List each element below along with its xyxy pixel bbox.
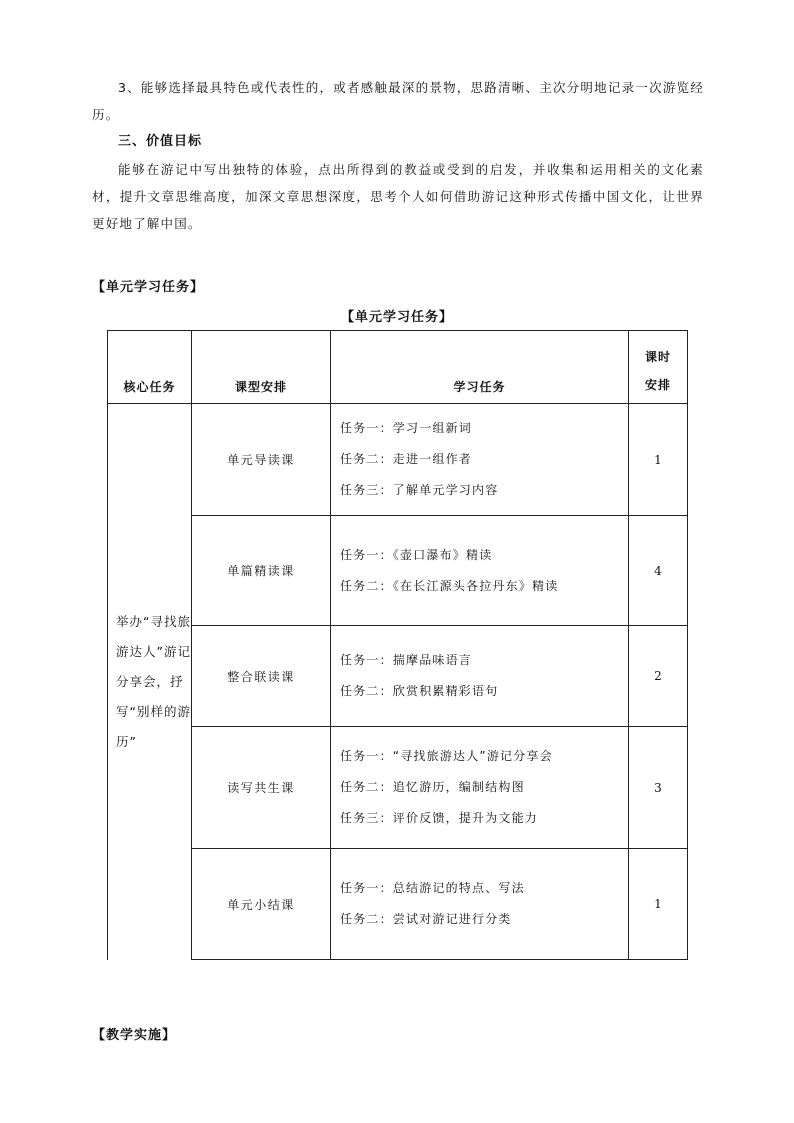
unit-tasks-table (107, 330, 688, 960)
course-type-cell: 单元小结课 (192, 849, 331, 960)
header-hours-line1: 课时 (644, 350, 671, 364)
task-item: 任务二：欣赏积累精彩语句 (340, 684, 499, 698)
hours-cell: 1 (629, 404, 688, 516)
teaching-implementation-heading: 【教学实施】 (92, 1028, 177, 1043)
hours-cell: 3 (629, 727, 688, 849)
task-item: 任务一：“寻找旅游达人”游记分享会 (340, 749, 553, 763)
table-row (108, 626, 688, 727)
task-list-cell (331, 727, 629, 849)
course-type-cell: 单元导读课 (192, 404, 331, 516)
task-item: 任务二：《在长江源头各拉丹东》精读 (340, 578, 559, 593)
table-caption: 【单元学习任务】 (340, 310, 453, 325)
task-item: 任务二：追忆游历，编制结构图 (340, 780, 525, 794)
core-task-cell: 举办“寻找旅游达人”游记分享会，抒写“别样的游历” (108, 404, 192, 960)
task-list-cell (331, 516, 629, 626)
header-course-type: 课型安排 (192, 331, 331, 404)
task-item: 任务一：学习一组新词 (340, 421, 473, 435)
task-item: 任务二：尝试对游记进行分类 (340, 912, 512, 926)
task-list-cell (331, 849, 629, 960)
course-type-cell: 整合联读课 (192, 626, 331, 727)
section-title-value-goal: 三、价值目标 (118, 134, 203, 149)
value-goal-paragraph: 能够在游记中写出独特的体验，点出所得到的教益或受到的启发，并收集和运用相关的文化素材，提升文章思维高度，加深文章思想深度，思考个人如何借助游记这种形式传播中国文化，让世界更好地了解中国。 (92, 162, 704, 231)
task-item: 任务一：总结游记的特点、写法 (340, 881, 525, 895)
task-list-cell (331, 404, 629, 516)
table-row (108, 404, 688, 516)
hours-cell: 2 (629, 626, 688, 727)
task-item: 任务三：了解单元学习内容 (340, 483, 499, 497)
task-item: 任务二：走进一组作者 (340, 452, 473, 466)
hours-cell: 4 (629, 516, 688, 626)
table-row (108, 849, 688, 960)
task-item: 任务三：评价反馈，提升为文能力 (340, 811, 539, 825)
header-learning-tasks: 学习任务 (331, 331, 629, 404)
unit-tasks-heading: 【单元学习任务】 (92, 280, 205, 295)
header-core-task: 核心任务 (108, 331, 192, 404)
task-item: 任务一：《壶口瀑布》精读 (340, 547, 493, 562)
table-row (108, 516, 688, 626)
header-hours-line2: 安排 (644, 378, 671, 392)
task-item: 任务一：揣摩品味语言 (340, 653, 473, 667)
task-list-cell (331, 626, 629, 727)
hours-cell: 1 (629, 849, 688, 960)
course-type-cell: 单篇精读课 (192, 516, 331, 626)
header-class-hours (629, 331, 688, 404)
goal-point-3: 3、能够选择最具特色或代表性的，或者感触最深的景物，思路清晰、主次分明地记录一次游览经历。 (92, 80, 704, 122)
table-row (108, 727, 688, 849)
course-type-cell: 读写共生课 (192, 727, 331, 849)
table-header-row (108, 331, 688, 404)
